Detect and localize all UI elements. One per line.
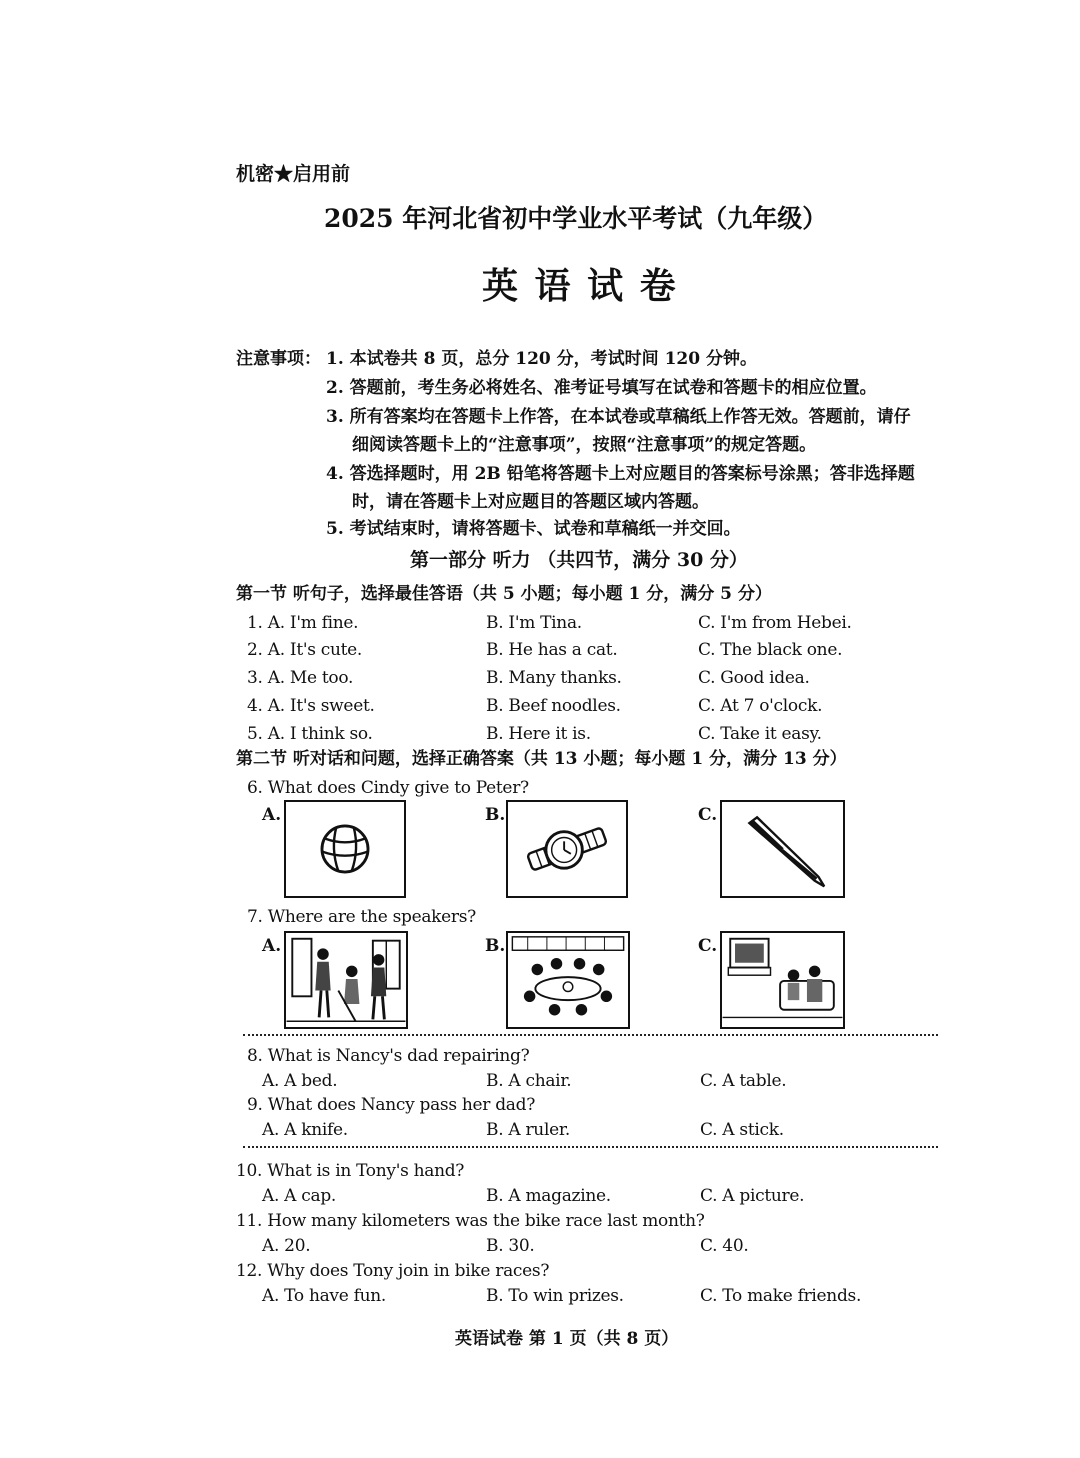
q1-option-c: C. I'm from Hebei. xyxy=(698,613,852,633)
q10-option-c: C. A picture. xyxy=(700,1186,805,1206)
q9-option-c: C. A stick. xyxy=(700,1120,784,1140)
classroom-cleaning-picture xyxy=(284,931,408,1029)
volleyball-picture xyxy=(284,800,406,898)
q3-option-b: B. Many thanks. xyxy=(486,668,622,688)
notice-item-4-cont: 时，请在答题卡上对应题目的答题区域内答题。 xyxy=(352,492,709,512)
part1-title: 第一部分 听力 （共四节，满分 30 分） xyxy=(410,549,748,571)
notice-item-3: 3. 所有答案均在答题卡上作答，在本试卷或草稿纸上作答无效。答题前，请仔 xyxy=(326,407,911,427)
family-watching-tv-icon xyxy=(722,933,843,1027)
q7-label-a: A. xyxy=(262,936,282,956)
q4-option-a: 4. A. It's sweet. xyxy=(247,696,375,716)
q12-option-a: A. To have fun. xyxy=(262,1286,386,1306)
q12-option-b: B. To win prizes. xyxy=(486,1286,624,1306)
watch-icon xyxy=(508,802,626,896)
q10-question: 10. What is in Tony's hand? xyxy=(236,1161,465,1181)
notice-item-5: 5. 考试结束时，请将答题卡、试卷和草稿纸一并交回。 xyxy=(326,519,741,539)
confidential-mark: 机密★启用前 xyxy=(236,163,351,185)
q3-option-a: 3. A. Me too. xyxy=(247,668,354,688)
q9-option-a: A. A knife. xyxy=(262,1120,348,1140)
q8-question: 8. What is Nancy's dad repairing? xyxy=(247,1046,530,1066)
q6-label-a: A. xyxy=(262,805,282,825)
dining-table-picture xyxy=(506,931,630,1029)
notice-item-2: 2. 答题前，考生务必将姓名、准考证号填写在试卷和答题卡的相应位置。 xyxy=(326,378,877,398)
exam-title: 2025 年河北省初中学业水平考试（九年级） xyxy=(324,204,828,233)
q3-option-c: C. Good idea. xyxy=(698,668,810,688)
q11-option-c: C. 40. xyxy=(700,1236,749,1256)
q4-option-b: B. Beef noodles. xyxy=(486,696,621,716)
section1-title: 第一节 听句子，选择最佳答语（共 5 小题；每小题 1 分，满分 5 分） xyxy=(236,584,772,604)
q11-option-b: B. 30. xyxy=(486,1236,535,1256)
notice-item-4: 4. 答选择题时，用 2B 铅笔将答题卡上对应题目的答案标号涂黑；答非选择题 xyxy=(326,464,915,484)
q10-option-b: B. A magazine. xyxy=(486,1186,611,1206)
watch-picture xyxy=(506,800,628,898)
q11-option-a: A. 20. xyxy=(262,1236,311,1256)
q6-question: 6. What does Cindy give to Peter? xyxy=(247,778,529,798)
q2-option-a: 2. A. It's cute. xyxy=(247,640,363,660)
volleyball-icon xyxy=(286,802,404,896)
q5-option-c: C. Take it easy. xyxy=(698,724,822,744)
q1-option-b: B. I'm Tina. xyxy=(486,613,582,633)
q8-option-b: B. A chair. xyxy=(486,1071,572,1091)
q12-option-c: C. To make friends. xyxy=(700,1286,862,1306)
q6-label-b: B. xyxy=(485,805,506,825)
q10-option-a: A. A cap. xyxy=(262,1186,337,1206)
q7-label-c: C. xyxy=(698,936,718,956)
notice-item-1: 1. 本试卷共 8 页，总分 120 分，考试时间 120 分钟。 xyxy=(326,349,757,369)
q8-option-c: C. A table. xyxy=(700,1071,787,1091)
living-room-picture xyxy=(720,931,845,1029)
q8-option-a: A. A bed. xyxy=(262,1071,338,1091)
notice-label: 注意事项： xyxy=(236,349,321,369)
page-footer: 英语试卷 第 1 页（共 8 页） xyxy=(455,1329,679,1349)
notice-item-3-cont: 细阅读答题卡上的“注意事项”，按照“注意事项”的规定答题。 xyxy=(352,435,817,455)
people-eating-icon xyxy=(508,933,628,1027)
q9-option-b: B. A ruler. xyxy=(486,1120,570,1140)
pen-icon xyxy=(722,802,843,896)
q12-question: 12. Why does Tony join in bike races? xyxy=(236,1261,550,1281)
divider-2 xyxy=(243,1146,938,1148)
q7-label-b: B. xyxy=(485,936,506,956)
divider-1 xyxy=(243,1034,938,1036)
q1-option-a: 1. A. I'm fine. xyxy=(247,613,359,633)
q11-question: 11. How many kilometers was the bike race last month? xyxy=(236,1211,705,1231)
q6-label-c: C. xyxy=(698,805,718,825)
q2-option-b: B. He has a cat. xyxy=(486,640,618,660)
q4-option-c: C. At 7 o'clock. xyxy=(698,696,823,716)
paper-title: 英 语 试 卷 xyxy=(482,265,678,307)
q9-question: 9. What does Nancy pass her dad? xyxy=(247,1095,536,1115)
section2-title: 第二节 听对话和问题，选择正确答案（共 13 小题；每小题 1 分，满分 13 分） xyxy=(236,749,847,769)
pen-picture xyxy=(720,800,845,898)
people-cleaning-icon xyxy=(286,933,406,1027)
q7-question: 7. Where are the speakers? xyxy=(247,907,476,927)
q5-option-b: B. Here it is. xyxy=(486,724,591,744)
q2-option-c: C. The black one. xyxy=(698,640,843,660)
q5-option-a: 5. A. I think so. xyxy=(247,724,373,744)
